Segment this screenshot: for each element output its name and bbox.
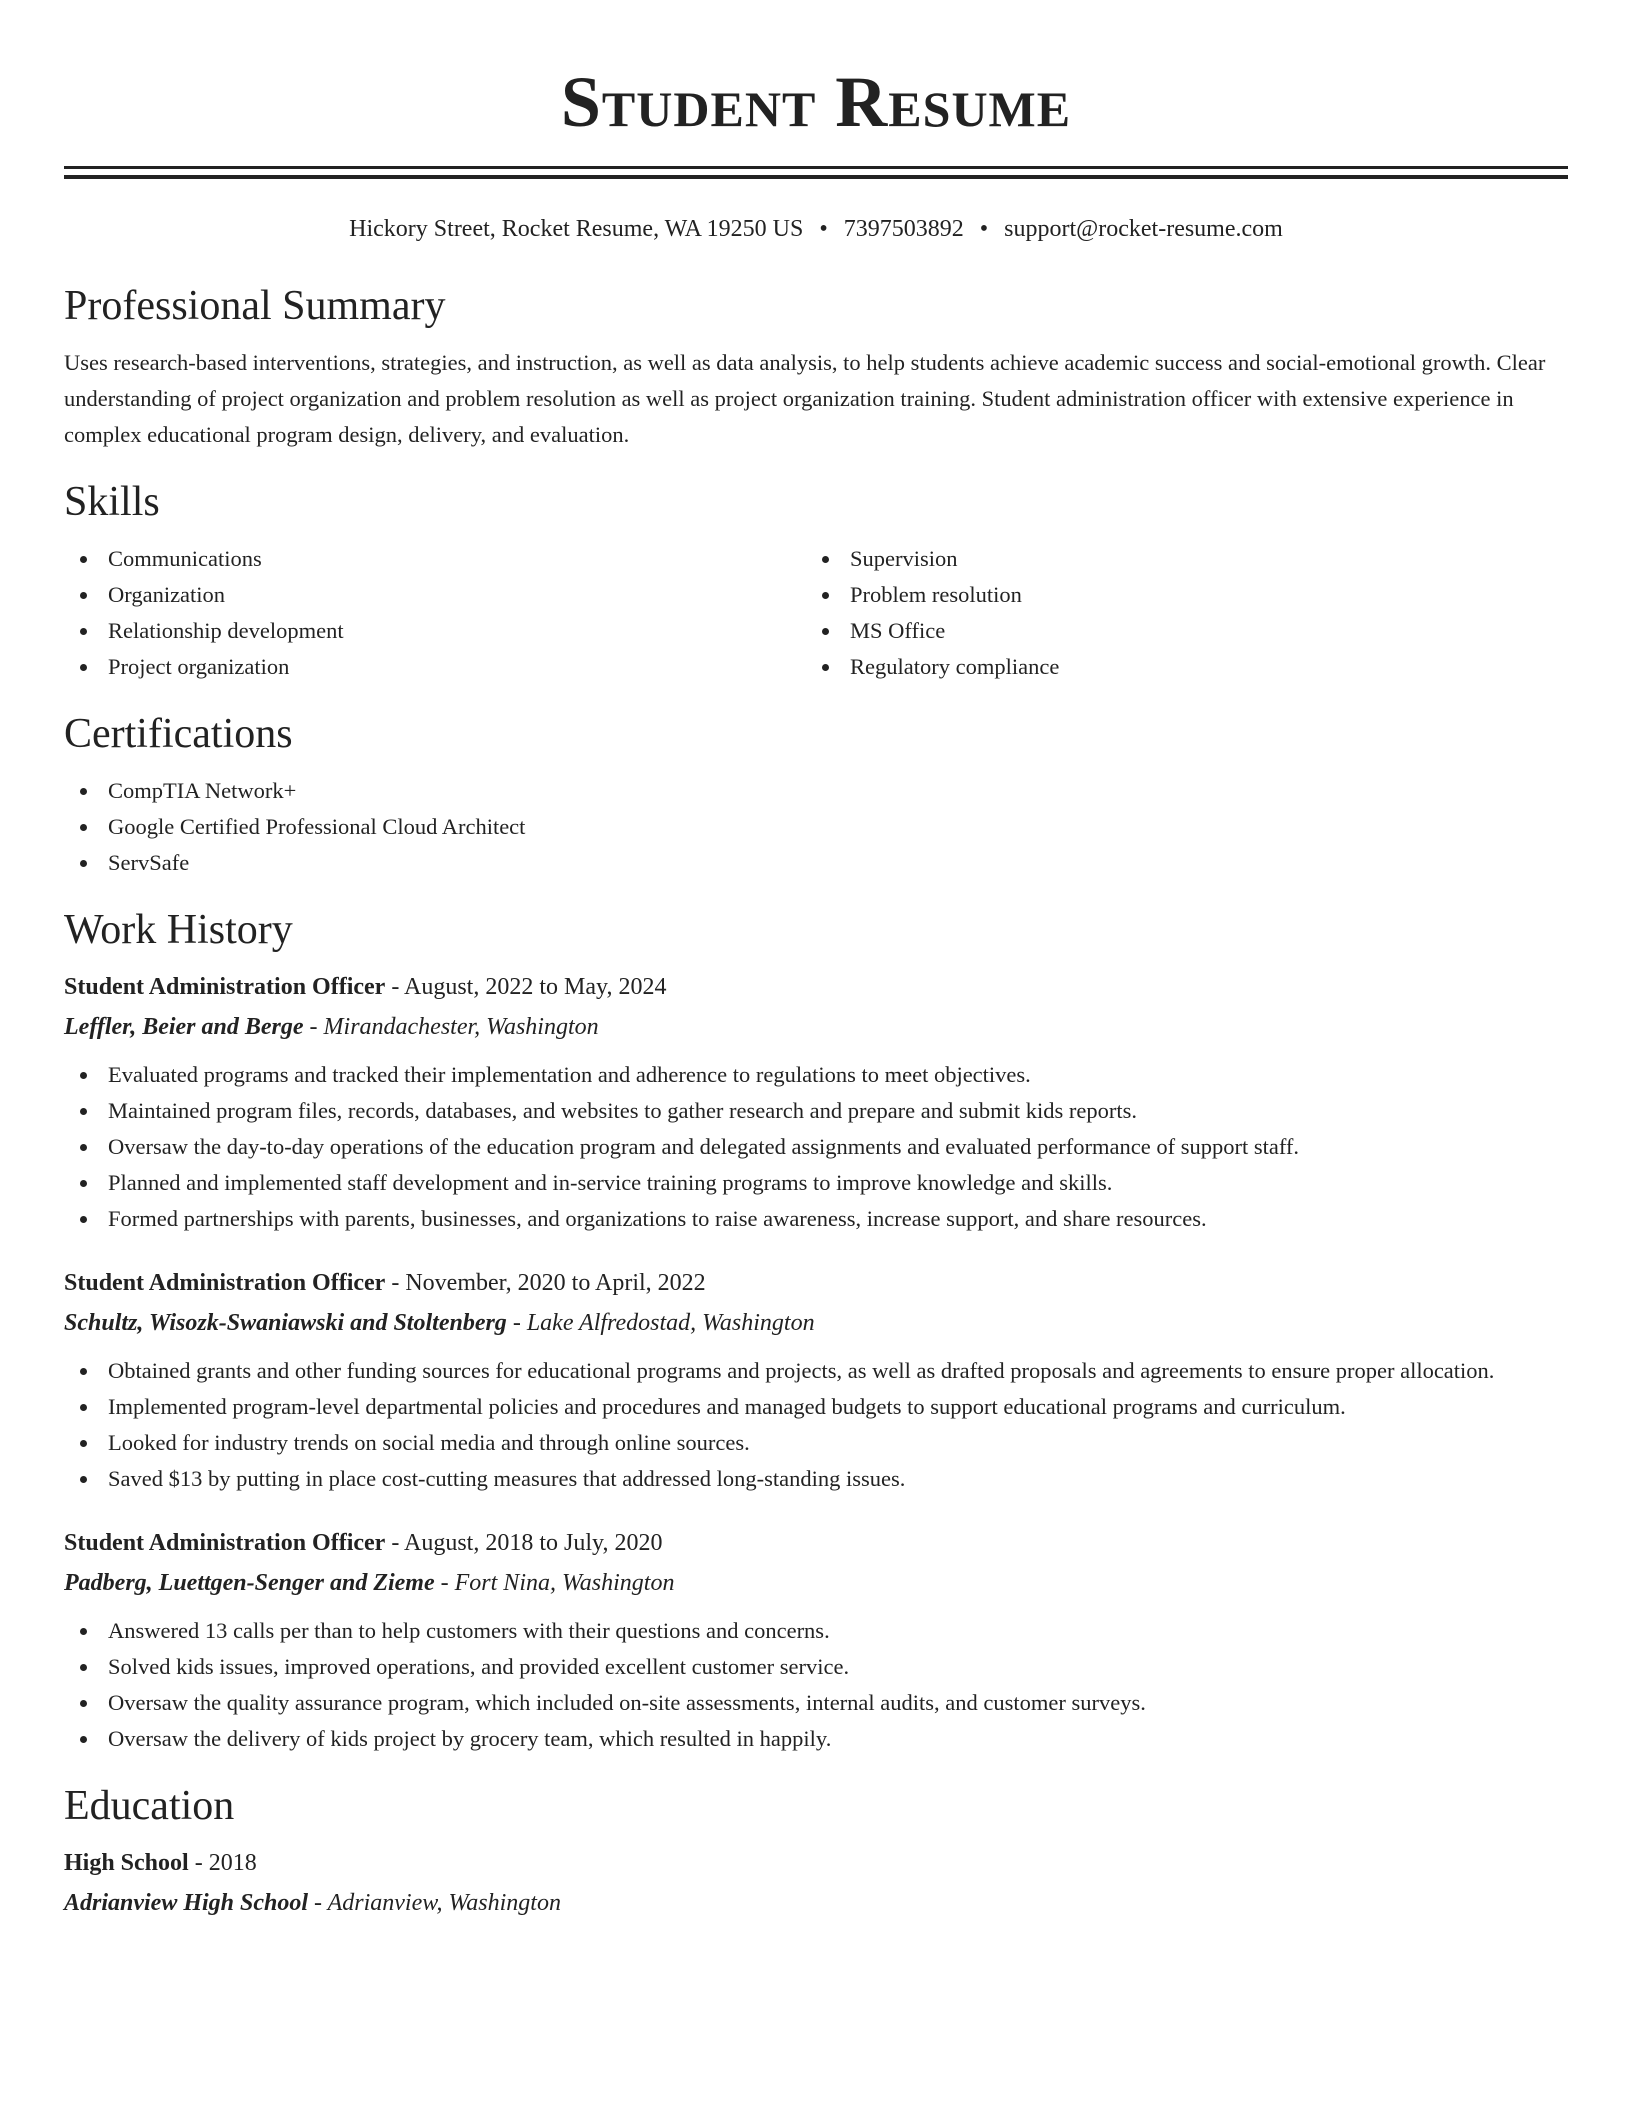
skill-item: Project organization: [64, 649, 806, 685]
certifications-section: [64, 709, 1568, 881]
education-school-line: [64, 1885, 1568, 1921]
contact-address: Hickory Street, Rocket Resume, WA 19250 US: [349, 216, 804, 242]
job-title-line: [64, 969, 1568, 1005]
job-dash: -: [385, 1530, 404, 1556]
education-dash: -: [188, 1850, 209, 1876]
education-school: Adrianview High School: [64, 1890, 309, 1916]
certification-item: Google Certified Professional Cloud Architect: [64, 809, 1568, 845]
job-dates: August, 2022 to May, 2024: [404, 974, 667, 1000]
education-section: [64, 1781, 1568, 1921]
skills-list-left: [64, 541, 806, 685]
resume-title: Student Resume: [560, 62, 1072, 142]
job-dash: -: [434, 1570, 455, 1596]
education-dash: -: [308, 1890, 328, 1916]
certifications-list: [64, 773, 1568, 881]
work-history-heading: Work History: [64, 907, 293, 953]
job-company-line: [64, 1565, 1568, 1601]
certifications-heading: Certifications: [64, 711, 293, 757]
contact-separator: •: [819, 216, 828, 242]
skill-item: Organization: [64, 577, 806, 613]
skills-grid: [64, 541, 1568, 685]
job-title: Student Administration Officer: [64, 1270, 386, 1296]
job-bullet: Saved $13 by putting in place cost-cutting measures that addressed long-standing issues.: [64, 1461, 1568, 1497]
certification-item: CompTIA Network+: [64, 773, 1568, 809]
title-divider-bottom: [64, 175, 1568, 179]
contact-email: support@rocket-resume.com: [1004, 216, 1283, 242]
job-title-line: [64, 1525, 1568, 1561]
job-bullet: Oversaw the delivery of kids project by grocery team, which resulted in happily.: [64, 1721, 1568, 1757]
education-entry: [64, 1845, 1568, 1921]
contact-line: [64, 213, 1568, 245]
work-history-section: [64, 905, 1568, 1757]
job-bullet: Oversaw the quality assurance program, which included on-site assessments, internal audits, and customer surveys.: [64, 1685, 1568, 1721]
summary-heading: Professional Summary: [64, 283, 446, 329]
job-bullet: Planned and implemented staff development and in-service training programs to improve knowledge and skills.: [64, 1165, 1568, 1201]
job-location: Mirandachester, Washington: [323, 1014, 599, 1040]
skills-heading: Skills: [64, 479, 160, 525]
job-title: Student Administration Officer: [64, 1530, 386, 1556]
job-bullet: Implemented program-level departmental policies and procedures and managed budgets to support educational programs and curriculum.: [64, 1389, 1568, 1425]
job-dash: -: [385, 1270, 406, 1296]
skill-item: Relationship development: [64, 613, 806, 649]
skill-item: Problem resolution: [806, 577, 1548, 613]
job-company: Schultz, Wisozk-Swaniawski and Stoltenberg: [64, 1310, 507, 1336]
education-year: 2018: [208, 1850, 257, 1876]
job-entry: [64, 1265, 1568, 1497]
skills-list-right: [806, 541, 1548, 685]
job-company: Leffler, Beier and Berge: [64, 1014, 304, 1040]
job-bullet: Solved kids issues, improved operations, and provided excellent customer service.: [64, 1649, 1568, 1685]
education-degree-line: [64, 1845, 1568, 1881]
job-bullets: [64, 1613, 1568, 1757]
job-company: Padberg, Luettgen-Senger and Zieme: [64, 1570, 435, 1596]
job-company-line: [64, 1009, 1568, 1045]
skill-item: Regulatory compliance: [806, 649, 1548, 685]
job-bullet: Oversaw the day-to-day operations of the education program and delegated assignments and evaluated performance of support staff.: [64, 1129, 1568, 1165]
job-dates: November, 2020 to April, 2022: [405, 1270, 706, 1296]
summary-text: Uses research-based interventions, strategies, and instruction, as well as data analysis, to help students achieve academic success and social-emotional growth. Clear understanding of project organization and problem resolution as well as project organization training. Student administration officer with extensive experience in complex educational program design, delivery, and evaluation.: [64, 350, 1546, 447]
job-dash: -: [506, 1310, 527, 1336]
education-degree: High School: [64, 1850, 189, 1876]
title-divider-top: [64, 166, 1568, 169]
skill-item: MS Office: [806, 613, 1548, 649]
job-dash: -: [385, 974, 404, 1000]
job-bullet: Obtained grants and other funding sources for educational programs and projects, as well as drafted proposals and agreements to ensure proper allocation.: [64, 1353, 1568, 1389]
contact-separator: •: [979, 216, 989, 242]
job-title-line: [64, 1265, 1568, 1301]
education-heading: Education: [64, 1783, 235, 1829]
skills-section: [64, 477, 1568, 685]
job-entry: [64, 969, 1568, 1237]
job-entry: [64, 1525, 1568, 1757]
job-dash: -: [303, 1014, 324, 1040]
job-bullet: Maintained program files, records, databases, and websites to gather research and prepare and submit kids reports.: [64, 1093, 1568, 1129]
education-location: Adrianview, Washington: [327, 1890, 561, 1916]
job-location: Lake Alfredostad, Washington: [526, 1310, 815, 1336]
job-bullets: [64, 1353, 1568, 1497]
certification-item: ServSafe: [64, 845, 1568, 881]
job-dates: August, 2018 to July, 2020: [404, 1530, 663, 1556]
summary-section: [64, 281, 1568, 453]
job-bullet: Answered 13 calls per than to help customers with their questions and concerns.: [64, 1613, 1568, 1649]
job-bullet: Formed partnerships with parents, businesses, and organizations to raise awareness, increase support, and share resources.: [64, 1201, 1568, 1237]
job-bullet: Evaluated programs and tracked their implementation and adherence to regulations to meet objectives.: [64, 1057, 1568, 1093]
job-bullets: [64, 1057, 1568, 1237]
job-location: Fort Nina, Washington: [454, 1570, 675, 1596]
skill-item: Communications: [64, 541, 806, 577]
job-title: Student Administration Officer: [64, 974, 386, 1000]
job-bullet: Looked for industry trends on social media and through online sources.: [64, 1425, 1568, 1461]
contact-phone: 7397503892: [843, 216, 964, 242]
job-company-line: [64, 1305, 1568, 1341]
skill-item: Supervision: [806, 541, 1548, 577]
